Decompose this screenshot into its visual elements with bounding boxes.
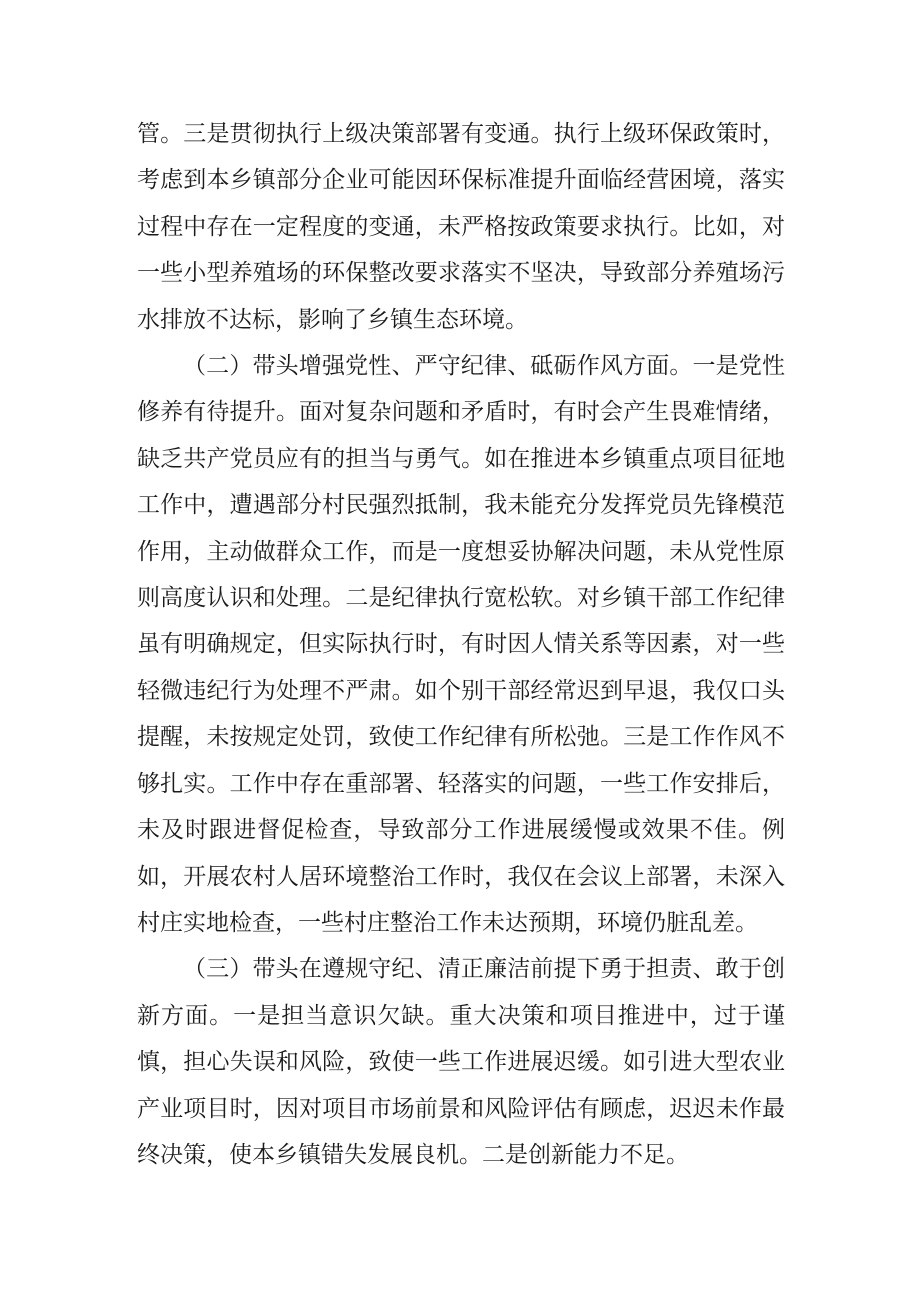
paragraph-section-two: （二）带头增强党性、严守纪律、砥砺作风方面。一是党性修养有待提升。面对复杂问题和矛盾时，有时会产生畏难情绪，缺乏共产党员应有的担当与勇气。如在推进本乡镇重点项目征地工作中，遭遇部分村民强烈抵制，我未能充分发挥党员先锋模范作用，主动做群众工作，而是一度想妥协解决问题，未从党性原则高度认识和处理。二是纪律执行宽松软。对乡镇干部工作纪律虽有明确规定，但实际执行时，有时因人情关系等因素，对一些轻微违纪行为处理不严肃。如个别干部经常迟到早退，我仅口头提醒，未按规定处罚，致使工作纪律有所松弛。三是工作作风不够扎实。工作中存在重部署、轻落实的问题，一些工作安排后，未及时跟进督促检查，导致部分工作进展缓慢或效果不佳。例如，开展农村人居环境整治工作时，我仅在会议上部署，未深入村庄实地检查，一些村庄整治工作未达预期，环境仍脏乱差。 bbox=[137, 353, 785, 936]
paragraph-section-three: （三）带头在遵规守纪、清正廉洁前提下勇于担责、敢于创新方面。一是担当意识欠缺。重大决策和项目推进中，过于谨慎，担心失误和风险，致使一些工作进展迟缓。如引进大型农业产业项目时，因对项目市场前景和风险评估有顾虑，迟迟未作最终决策，使本乡镇错失发展良机。二是创新能力不足。 bbox=[137, 956, 785, 1168]
paragraph-continuation: 管。三是贯彻执行上级决策部署有变通。执行上级环保政策时，考虑到本乡镇部分企业可能因环保标准提升面临经营困境，落实过程中存在一定程度的变通，未严格按政策要求执行。比如，对一些小型养殖场的环保整改要求落实不坚决，导致部分养殖场污水排放不达标，影响了乡镇生态环境。 bbox=[137, 121, 785, 333]
document-body bbox=[137, 111, 785, 1178]
